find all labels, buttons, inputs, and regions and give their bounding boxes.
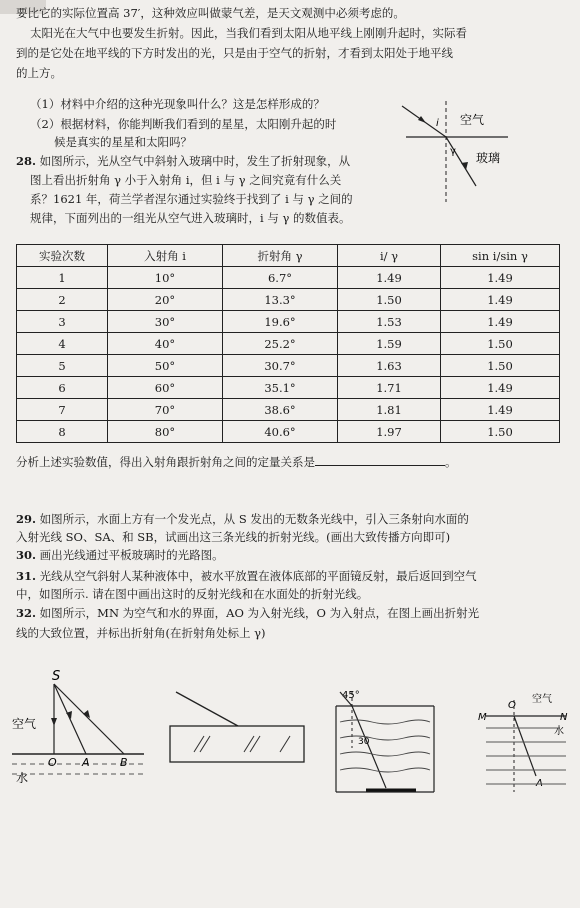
table-cell: 1.53 [338, 311, 441, 333]
glass-label: 玻璃 [476, 151, 501, 165]
q32-number: 32. [16, 606, 37, 620]
point-a-label: A [82, 756, 90, 769]
table-cell: 10° [108, 267, 223, 289]
table-cell: 38.6° [223, 399, 338, 421]
table-cell: 6 [17, 377, 108, 399]
liquid-wave-1 [340, 720, 430, 724]
table-cell: 1.50 [441, 421, 560, 443]
table-cell: 30.7° [223, 355, 338, 377]
q28-conclusion [16, 453, 457, 470]
liquid-wave-4 [340, 768, 430, 772]
table-cell: 1.50 [338, 289, 441, 311]
table-cell: 1 [17, 267, 108, 289]
table-cell: 35.1° [223, 377, 338, 399]
ray-sa [54, 684, 86, 754]
table-cell: 1.63 [338, 355, 441, 377]
air-label: 空气 [460, 113, 485, 127]
table-cell: 60° [108, 377, 223, 399]
table-cell: 1.81 [338, 399, 441, 421]
q30-line [16, 547, 224, 563]
water-label: 水 [16, 771, 29, 785]
table-cell: 70° [108, 399, 223, 421]
table-header-row [17, 245, 560, 267]
table-cell: 7 [17, 399, 108, 421]
table-cell: 1.59 [338, 333, 441, 355]
table-cell: 1.49 [441, 399, 560, 421]
q28-conclusion-text: 分析上述实验数值，得出入射角跟折射角之间的定量关系是 [16, 455, 315, 469]
point-o-label: O [508, 700, 516, 711]
liquid-wave-3 [340, 752, 430, 756]
angle-30-label: 30 [358, 737, 370, 747]
table-cell: 1.49 [441, 289, 560, 311]
table-row [17, 399, 560, 421]
arrow-so-icon [51, 718, 57, 726]
q29-number: 29. [16, 512, 37, 526]
liquid-wave-2 [340, 736, 430, 740]
table-cell: 3 [17, 311, 108, 333]
angle-45-label: 45° [342, 690, 360, 701]
table-cell: 13.3° [223, 289, 338, 311]
table-row [17, 355, 560, 377]
point-a-label: A [536, 778, 543, 789]
q32-line-1 [16, 605, 479, 621]
q31-text-1: 光线从空气斜射人某种液体中，被水平放置在液体底部的平面镜反射，最后返回到空气 [39, 569, 477, 583]
table-cell: 1.49 [338, 267, 441, 289]
table-cell: 50° [108, 355, 223, 377]
table-cell: 1.49 [441, 267, 560, 289]
table-cell: 6.7° [223, 267, 338, 289]
intro-line-3: 到的是它处在地平线的下方时发出的光，只是由于空气的折射，才看到太阳处于地平线 [16, 46, 453, 60]
q28-line-2: 图上看出折射角 γ 小于入射角 i，但 i 与 γ 之间究竟有什么关 [30, 173, 342, 187]
header-incident-angle: 入射角 i [108, 245, 223, 267]
intro-line-4: 的上方。 [16, 66, 62, 80]
table-row [17, 421, 560, 443]
air-label: 空气 [12, 717, 37, 731]
table-row [17, 311, 560, 333]
figure-30-glass-plate [160, 688, 310, 788]
ray-sb [54, 684, 124, 754]
glass-plate [170, 726, 304, 762]
table-body [17, 267, 560, 443]
table-row [17, 267, 560, 289]
ray-ao [514, 716, 536, 776]
glass-region [388, 136, 538, 206]
table-cell: 40.6° [223, 421, 338, 443]
header-refraction-angle: 折射角 γ [223, 245, 338, 267]
q32-text-1: 如图所示，MN 为空气和水的界面，AO 为入射光线，O 为入射点，在图上画出折射光 [39, 606, 480, 620]
table-row [17, 289, 560, 311]
q28-number: 28. [16, 154, 37, 168]
q28-line-4: 规律，下面列出的一组光从空气进入玻璃时，i 与 γ 的数值表。 [30, 211, 351, 225]
q29-line-1 [16, 511, 469, 527]
table-cell: 1.50 [441, 333, 560, 355]
q31-line-1 [16, 568, 477, 584]
table-row [17, 333, 560, 355]
air-label: 空气 [532, 694, 552, 705]
figure-31-liquid-mirror [326, 688, 442, 798]
refraction-diagram [388, 96, 538, 206]
header-ratio: i/ γ [338, 245, 441, 267]
intro-line-1: 要比它的实际位置高 37′，这种效应叫做蒙气差，是天文观测中必须考虑的。 [16, 6, 405, 20]
q31-line-2: 中，如图所示. 请在图中画出这时的反射光线和在水面处的折射光线。 [16, 587, 369, 601]
table-row [17, 377, 560, 399]
table-cell: 20° [108, 289, 223, 311]
q27-sub-1: （1）材料中介绍的这种光现象叫什么？这是怎样形成的？ [30, 97, 325, 111]
point-b-label: B [120, 756, 128, 769]
q29-text-1: 如图所示，水面上方有一个发光点，从 S 发出的无数条光线中，引入三条射向水面的 [39, 512, 469, 526]
q27-sub-2a: （2）根据材料，你能判断我们看到的星星，太阳刚升起的时 [30, 117, 337, 131]
q29-line-2: 入射光线 SO、SA、和 SB，试画出这三条光线的折射光线。(画出大致传播方向即可) [16, 530, 451, 544]
q28-line-3: 系？1621 年，荷兰学者涅尔通过实验终于找到了 i 与 γ 之间的 [30, 192, 353, 206]
table-cell: 1.71 [338, 377, 441, 399]
table-cell: 1.49 [441, 311, 560, 333]
refraction-data-table [16, 244, 560, 443]
incident-ray-30 [176, 692, 238, 726]
q28-conclusion-end: 。 [445, 455, 457, 469]
figure-32-air-water [470, 688, 574, 798]
table-cell: 40° [108, 333, 223, 355]
table-cell: 25.2° [223, 333, 338, 355]
point-m-label: M [478, 712, 487, 723]
intro-line-2: 太阳光在大气中也要发生折射。因此，当我们看到太阳从地平线上刚刚升起时，实际看 [30, 26, 467, 40]
figure-29-water-surface [8, 668, 148, 788]
table-cell: 5 [17, 355, 108, 377]
table-cell: 19.6° [223, 311, 338, 333]
header-sine-ratio: sin i/sin γ [441, 245, 560, 267]
q31-number: 31. [16, 569, 37, 583]
angle-i-label: i [436, 118, 439, 129]
water-label: 水 [554, 726, 564, 737]
q27-sub-2b: 候是真实的星星和太阳吗？ [54, 135, 192, 149]
q32-line-2: 线的大致位置，并标出折射角(在折射角处标上 γ) [16, 626, 266, 640]
point-o-label: O [48, 756, 57, 769]
q28-text-1: 如图所示，光从空气中斜射入玻璃中时，发生了折射现象，从 [39, 154, 351, 168]
angle-gamma-label: γ [450, 146, 456, 157]
point-n-label: N [560, 712, 568, 723]
q30-text: 画出光线通过平板玻璃时的光路图。 [39, 548, 224, 562]
table-cell: 2 [17, 289, 108, 311]
incident-arrow-icon [418, 116, 426, 123]
table-cell: 1.97 [338, 421, 441, 443]
q30-number: 30. [16, 548, 37, 562]
answer-blank[interactable] [315, 453, 445, 466]
point-s-label: S [52, 669, 61, 684]
table-cell: 1.49 [441, 377, 560, 399]
table-cell: 1.50 [441, 355, 560, 377]
table-cell: 80° [108, 421, 223, 443]
q28-line-1 [16, 153, 350, 169]
table-cell: 4 [17, 333, 108, 355]
header-trial: 实验次数 [17, 245, 108, 267]
refracted-ray-31 [352, 706, 386, 788]
table-cell: 30° [108, 311, 223, 333]
table-cell: 8 [17, 421, 108, 443]
